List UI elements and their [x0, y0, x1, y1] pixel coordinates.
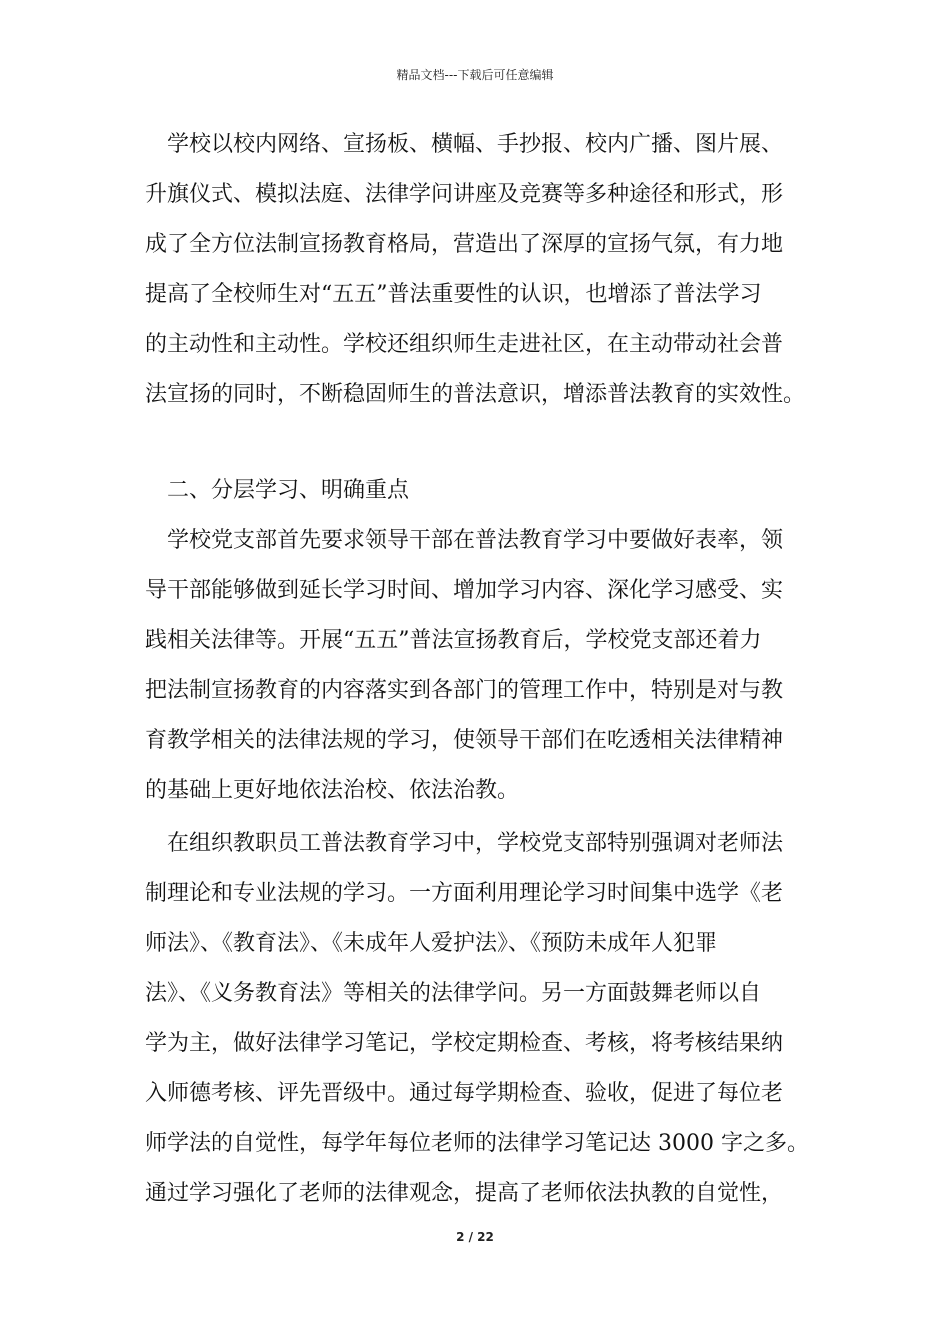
paragraph-2	[145, 516, 825, 816]
text-line: 师法》、《教育法》、《未成年人爱护法》、《预防未成年人犯罪	[145, 931, 718, 956]
text-line: 的主动性和主动性。学校还组织师生走进社区，在主动带动社会普	[145, 332, 784, 357]
text-line: 成了全方位法制宣扬教育格局，营造出了深厚的宣扬气氛，有力地	[145, 232, 784, 257]
text-line: 法宣扬的同时，不断稳固师生的普法意识，增添普法教育的实效性。	[145, 382, 806, 407]
text-line: 把法制宣扬教育的内容落实到各部门的管理工作中，特别是对与教	[145, 678, 784, 703]
text-line: 导干部能够做到延长学习时间、增加学习内容、深化学习感受、实	[145, 578, 784, 603]
text-line: 学校以校内网络、宣扬板、横幅、手抄报、校内广播、图片展、	[167, 132, 784, 157]
text-line: 的基础上更好地依法治校、依法治教。	[145, 778, 520, 803]
text-line: 育教学相关的法律法规的学习，使领导干部们在吃透相关法律精神	[145, 728, 784, 753]
text-line: 通过学习强化了老师的法律观念，提高了老师依法执教的自觉性，	[145, 1181, 784, 1206]
text-line: 践相关法律等。开展“五五”普法宣扬教育后，学校党支部还着力	[145, 628, 762, 653]
text-line: 入师德考核、评先晋级中。通过每学期检查、验收，促进了每位老	[145, 1081, 784, 1106]
text-line: 师学法的自觉性，每学年每位老师的法律学习笔记达 3000 字之多。	[145, 1131, 809, 1156]
text-line: 制理论和专业法规的学习。一方面利用理论学习时间集中选学《老	[145, 881, 784, 906]
paragraph-1	[145, 120, 825, 420]
text-line: 学校党支部首先要求领导干部在普法教育学习中要做好表率，领	[167, 528, 784, 553]
document-body	[145, 120, 825, 1219]
section-heading	[145, 466, 825, 516]
paragraph-gap	[145, 420, 825, 466]
text-line: 升旗仪式、模拟法庭、法律学问讲座及竞赛等多种途径和形式，形	[145, 182, 784, 207]
paragraph-3	[145, 819, 825, 1219]
section-heading-text: 二、分层学习、明确重点	[167, 478, 410, 503]
page-number: 2 / 22	[456, 1230, 494, 1244]
page-header: 精品文档---下载后可任意编辑	[396, 68, 554, 82]
text-line: 学为主，做好法律学习笔记，学校定期检查、考核，将考核结果纳	[145, 1031, 784, 1056]
text-line: 在组织教职员工普法教育学习中，学校党支部特别强调对老师法	[167, 831, 784, 856]
text-line: 法》、《义务教育法》等相关的法律学问。另一方面鼓舞老师以自	[145, 981, 762, 1006]
text-line: 提高了全校师生对“五五”普法重要性的认识，也增添了普法学习	[145, 282, 762, 307]
